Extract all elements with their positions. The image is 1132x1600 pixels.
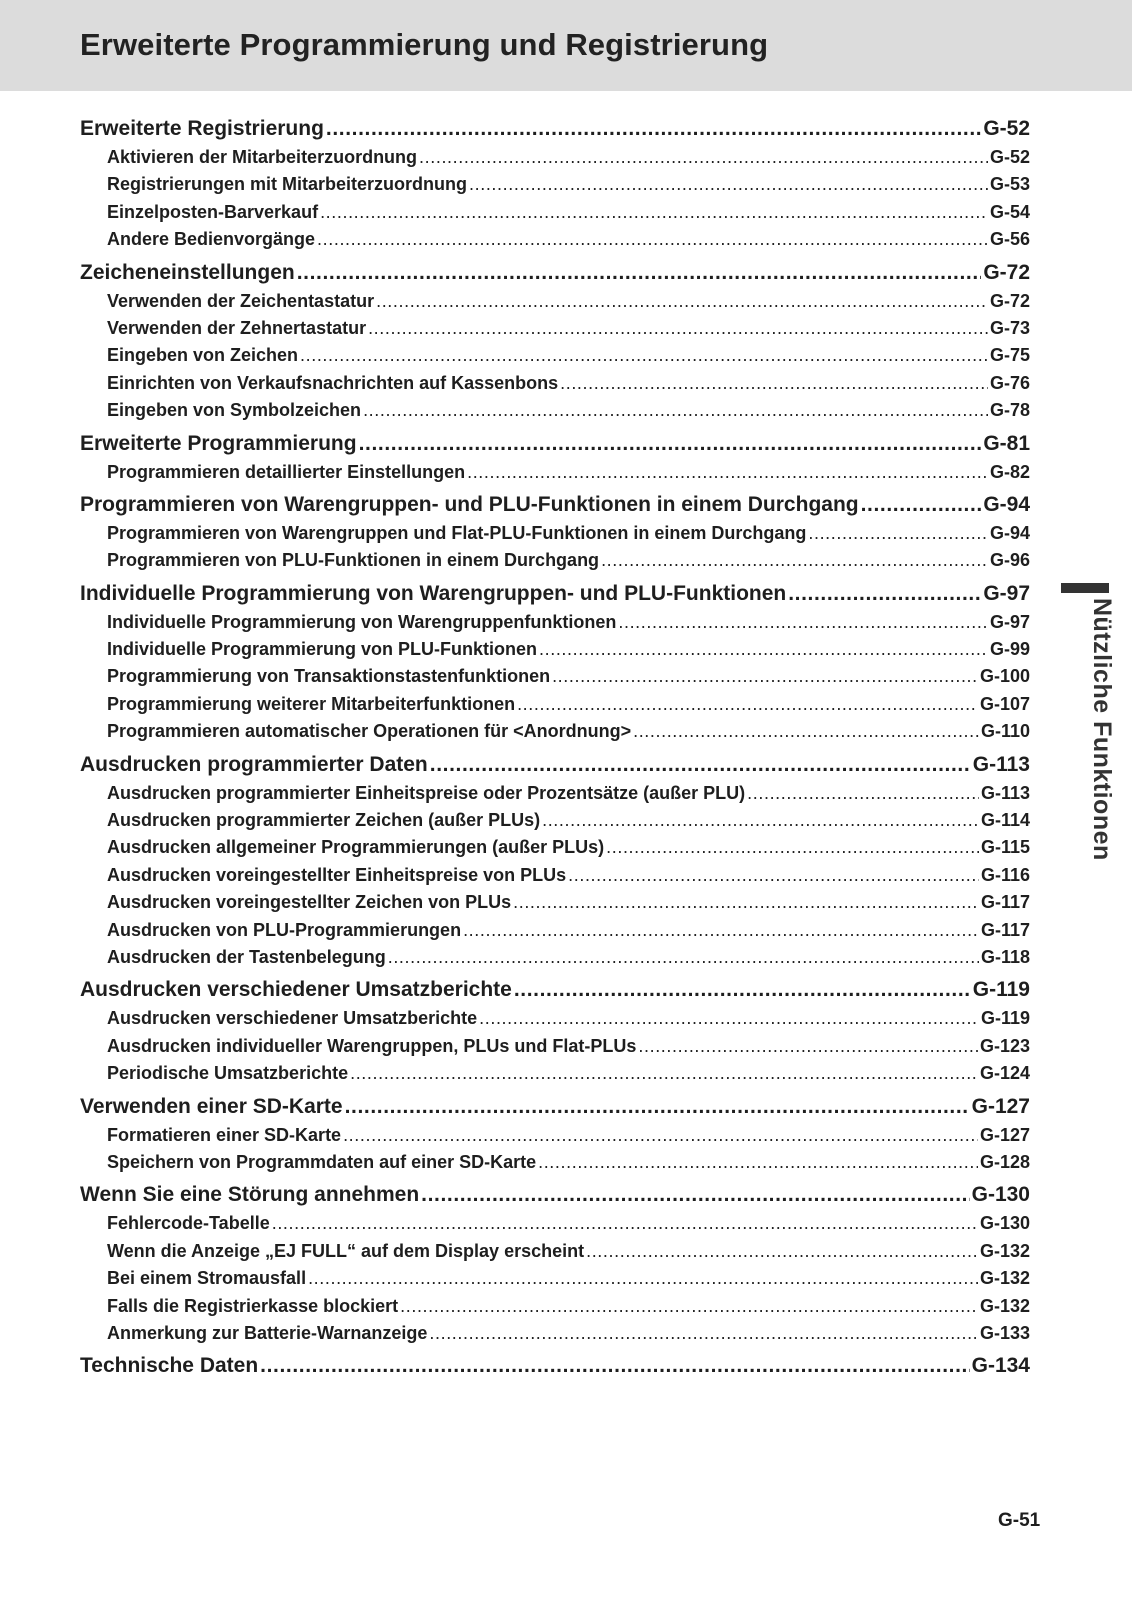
page-reference: G-96 [989, 550, 1030, 571]
entry-title: Ausdrucken voreingestellter Einheitspreise von PLUs [107, 864, 567, 885]
page-reference: G-81 [983, 431, 1030, 455]
dot-leader [388, 944, 979, 971]
toc-entry-row[interactable] [80, 889, 1030, 916]
table-of-contents [80, 113, 1030, 1384]
entry-title: Speichern von Programmdaten auf einer SD-Karte [107, 1151, 537, 1172]
dot-leader [633, 718, 979, 745]
dot-leader [363, 397, 988, 424]
toc-entry-row[interactable] [80, 547, 1030, 574]
toc-entry-row[interactable] [80, 1033, 1030, 1060]
page-number: G-51 [998, 1510, 1041, 1531]
toc-section [80, 1350, 1030, 1381]
toc-entry-row[interactable] [80, 459, 1030, 486]
entry-title: Verwenden der Zehnertastatur [107, 317, 367, 338]
toc-entry-row[interactable] [80, 1238, 1030, 1265]
page-header [0, 0, 1132, 91]
section-title: Programmieren von Warengruppen- und PLU-Funktionen in einem Durchgang [80, 492, 859, 516]
dot-leader [638, 1033, 978, 1060]
page-reference: G-94 [989, 522, 1030, 543]
dot-leader [479, 1005, 979, 1032]
toc-entry-row[interactable] [80, 520, 1030, 547]
dot-leader [400, 1293, 978, 1320]
page-reference: G-94 [983, 492, 1030, 516]
toc-entry-row[interactable] [80, 1210, 1030, 1237]
dot-leader [467, 459, 988, 486]
page-reference: G-56 [989, 229, 1030, 250]
entry-title: Ausdrucken programmierter Einheitspreise oder Prozentsätze (außer PLU) [107, 782, 746, 803]
dot-leader [513, 889, 979, 916]
page-reference: G-119 [972, 978, 1030, 1002]
entry-title: Einzelposten-Barverkauf [107, 201, 319, 222]
page-reference: G-132 [979, 1295, 1030, 1316]
toc-entry-row[interactable] [80, 1149, 1030, 1176]
page-reference: G-54 [989, 201, 1030, 222]
toc-section-row[interactable] [80, 113, 1030, 144]
page-reference: G-118 [980, 946, 1030, 967]
dot-leader [861, 489, 982, 520]
entry-title: Bei einem Stromausfall [107, 1268, 307, 1289]
page-reference: G-117 [980, 919, 1030, 940]
dot-leader [747, 780, 979, 807]
page-reference: G-124 [979, 1063, 1030, 1084]
dot-leader [429, 1320, 978, 1347]
dot-leader [552, 663, 978, 690]
section-title: Verwenden einer SD-Karte [80, 1094, 343, 1118]
entry-title: Andere Bedienvorgänge [107, 229, 316, 250]
page-title: Erweiterte Programmierung und Registrierung [80, 27, 769, 62]
page-reference: G-132 [979, 1240, 1030, 1261]
side-tab-marker [1061, 583, 1109, 593]
page-reference: G-78 [989, 400, 1030, 421]
page-reference: G-119 [980, 1008, 1030, 1029]
page-reference: G-97 [989, 611, 1030, 632]
dot-leader [539, 636, 988, 663]
dot-leader [350, 1060, 978, 1087]
dot-leader [419, 144, 988, 171]
toc-entry-row[interactable] [80, 342, 1030, 369]
side-tab-label: Nützliche Funktionen [1088, 598, 1116, 861]
page-reference: G-123 [979, 1035, 1030, 1056]
dot-leader [538, 1149, 978, 1176]
page-reference: G-134 [971, 1354, 1030, 1378]
toc-entry-row[interactable] [80, 780, 1030, 807]
toc-entry-row[interactable] [80, 1265, 1030, 1292]
section-title: Erweiterte Registrierung [80, 117, 324, 140]
page-reference: G-72 [989, 290, 1030, 311]
dot-leader [560, 370, 988, 397]
entry-title: Programmieren detaillierter Einstellungen [107, 461, 466, 482]
entry-title: Individuelle Programmierung von Warengruppenfunktionen [107, 611, 617, 632]
toc-entry-row[interactable] [80, 288, 1030, 315]
dot-leader [618, 609, 988, 636]
section-title: Zeicheneinstellungen [80, 260, 295, 284]
section-title: Individuelle Programmierung von Warengruppen- und PLU-Funktionen [80, 581, 787, 605]
page-reference: G-82 [989, 461, 1030, 482]
toc-section [80, 749, 1030, 972]
entry-title: Eingeben von Zeichen [107, 345, 299, 366]
toc-section-row[interactable] [80, 1350, 1030, 1381]
entry-title: Falls die Registrierkasse blockiert [107, 1295, 399, 1316]
toc-entry-row[interactable] [80, 609, 1030, 636]
toc-entry-row[interactable] [80, 944, 1030, 971]
toc-entry-row[interactable] [80, 199, 1030, 226]
dot-leader [368, 315, 988, 342]
page-reference: G-107 [979, 693, 1030, 714]
toc-entry-row[interactable] [80, 315, 1030, 342]
toc-section-row[interactable] [80, 1091, 1030, 1122]
entry-title: Ausdrucken allgemeiner Programmierungen (außer PLUs) [107, 837, 605, 858]
page-reference: G-127 [971, 1094, 1030, 1118]
dot-leader [272, 1210, 978, 1237]
toc-entry-row[interactable] [80, 663, 1030, 690]
entry-title: Programmierung von Transaktionstastenfunktionen [107, 666, 551, 687]
dot-leader [463, 917, 979, 944]
dot-leader [514, 974, 971, 1005]
toc-entry-row[interactable] [80, 807, 1030, 834]
entry-title: Wenn die Anzeige „EJ FULL“ auf dem Display erscheint [107, 1240, 585, 1261]
entry-title: Ausdrucken der Tastenbelegung [107, 946, 386, 967]
entry-title: Ausdrucken verschiedener Umsatzberichte [107, 1008, 478, 1029]
toc-section [80, 1179, 1030, 1347]
dot-leader [308, 1265, 978, 1292]
dot-leader [517, 691, 978, 718]
dot-leader [421, 1179, 969, 1210]
toc-section-row[interactable] [80, 257, 1030, 288]
toc-section [80, 428, 1030, 486]
toc-entry-row[interactable] [80, 636, 1030, 663]
section-title: Ausdrucken verschiedener Umsatzberichte [80, 978, 512, 1002]
entry-title: Verwenden der Zeichentastatur [107, 290, 375, 311]
dot-leader [469, 171, 988, 198]
page-reference: G-116 [980, 864, 1030, 885]
dot-leader [586, 1238, 978, 1265]
toc-entry-row[interactable] [80, 691, 1030, 718]
toc-entry-row[interactable] [80, 171, 1030, 198]
toc-section [80, 489, 1030, 575]
dot-leader [788, 578, 981, 609]
page-reference: G-113 [980, 782, 1030, 803]
entry-title: Eingeben von Symbolzeichen [107, 400, 362, 421]
dot-leader [542, 807, 979, 834]
dot-leader [568, 862, 979, 889]
dot-leader [808, 520, 988, 547]
toc-section-row[interactable] [80, 1179, 1030, 1210]
page-reference: G-130 [979, 1213, 1030, 1234]
entry-title: Ausdrucken individueller Warengruppen, PLUs und Flat-PLUs [107, 1035, 637, 1056]
toc-entry-row[interactable] [80, 1005, 1030, 1032]
page-reference: G-52 [983, 117, 1030, 140]
toc-section-row[interactable] [80, 974, 1030, 1005]
page-reference: G-132 [979, 1268, 1030, 1289]
page-reference: G-128 [979, 1151, 1030, 1172]
entry-title: Individuelle Programmierung von PLU-Funktionen [107, 639, 538, 660]
toc-entry-row[interactable] [80, 718, 1030, 745]
page-reference: G-117 [980, 892, 1030, 913]
entry-title: Formatieren einer SD-Karte [107, 1124, 342, 1145]
page-reference: G-113 [972, 752, 1030, 776]
toc-entry-row[interactable] [80, 370, 1030, 397]
dot-leader [343, 1122, 978, 1149]
dot-leader [601, 547, 988, 574]
toc-section-row[interactable] [80, 749, 1030, 780]
dot-leader [320, 199, 988, 226]
toc-entry-row[interactable] [80, 834, 1030, 861]
page-reference: G-97 [983, 581, 1030, 605]
entry-title: Ausdrucken voreingestellter Zeichen von PLUs [107, 892, 512, 913]
toc-entry-row[interactable] [80, 226, 1030, 253]
toc-entry-row[interactable] [80, 862, 1030, 889]
entry-title: Periodische Umsatzberichte [107, 1063, 349, 1084]
page-reference: G-75 [989, 345, 1030, 366]
toc-entry-row[interactable] [80, 144, 1030, 171]
dot-leader [376, 288, 988, 315]
page-reference: G-72 [983, 260, 1030, 284]
page-reference: G-100 [979, 666, 1030, 687]
dot-leader [260, 1350, 969, 1381]
dot-leader [317, 226, 988, 253]
toc-entry-row[interactable] [80, 1293, 1030, 1320]
entry-title: Ausdrucken von PLU-Programmierungen [107, 919, 462, 940]
toc-entry-row[interactable] [80, 1060, 1030, 1087]
entry-title: Aktivieren der Mitarbeiterzuordnung [107, 147, 418, 167]
page-reference: G-110 [980, 721, 1030, 742]
entry-title: Programmierung weiterer Mitarbeiterfunktionen [107, 693, 516, 714]
page-reference: G-114 [980, 810, 1030, 831]
toc-entry-row[interactable] [80, 1320, 1030, 1347]
dot-leader [430, 749, 971, 780]
entry-title: Programmieren von PLU-Funktionen in einem Durchgang [107, 550, 600, 571]
toc-section [80, 974, 1030, 1087]
page-reference: G-133 [979, 1322, 1030, 1343]
page-reference: G-52 [989, 147, 1030, 167]
toc-section-row[interactable] [80, 578, 1030, 609]
toc-section [80, 113, 1030, 254]
page-reference: G-76 [989, 372, 1030, 393]
toc-section-row[interactable] [80, 428, 1030, 459]
section-title: Ausdrucken programmierter Daten [80, 752, 428, 776]
dot-leader [345, 1091, 970, 1122]
toc-entry-row[interactable] [80, 397, 1030, 424]
dot-leader [359, 428, 982, 459]
section-title: Technische Daten [80, 1354, 259, 1378]
entry-title: Anmerkung zur Batterie-Warnanzeige [107, 1322, 428, 1343]
page-reference: G-130 [971, 1183, 1030, 1207]
page-reference: G-73 [989, 317, 1030, 338]
page-reference: G-53 [989, 174, 1030, 195]
section-title: Erweiterte Programmierung [80, 431, 357, 455]
page-reference: G-99 [989, 639, 1030, 660]
toc-entry-row[interactable] [80, 1122, 1030, 1149]
entry-title: Programmieren von Warengruppen und Flat-PLU-Funktionen in einem Durchgang [107, 522, 807, 543]
page-reference: G-127 [979, 1124, 1030, 1145]
dot-leader [300, 342, 988, 369]
entry-title: Registrierungen mit Mitarbeiterzuordnung [107, 174, 468, 195]
toc-section-row[interactable] [80, 489, 1030, 520]
entry-title: Einrichten von Verkaufsnachrichten auf Kassenbons [107, 372, 559, 393]
dot-leader [297, 257, 982, 288]
entry-title: Ausdrucken programmierter Zeichen (außer PLUs) [107, 810, 541, 831]
section-title: Wenn Sie eine Störung annehmen [80, 1183, 420, 1207]
toc-section [80, 1091, 1030, 1177]
entry-title: Fehlercode-Tabelle [107, 1213, 270, 1234]
toc-entry-row[interactable] [80, 917, 1030, 944]
toc-section [80, 578, 1030, 746]
dot-leader [606, 834, 979, 861]
toc-section [80, 257, 1030, 425]
page-reference: G-115 [980, 837, 1030, 858]
entry-title: Programmieren automatischer Operationen für <Anordnung> [107, 721, 632, 742]
dot-leader [326, 113, 981, 144]
